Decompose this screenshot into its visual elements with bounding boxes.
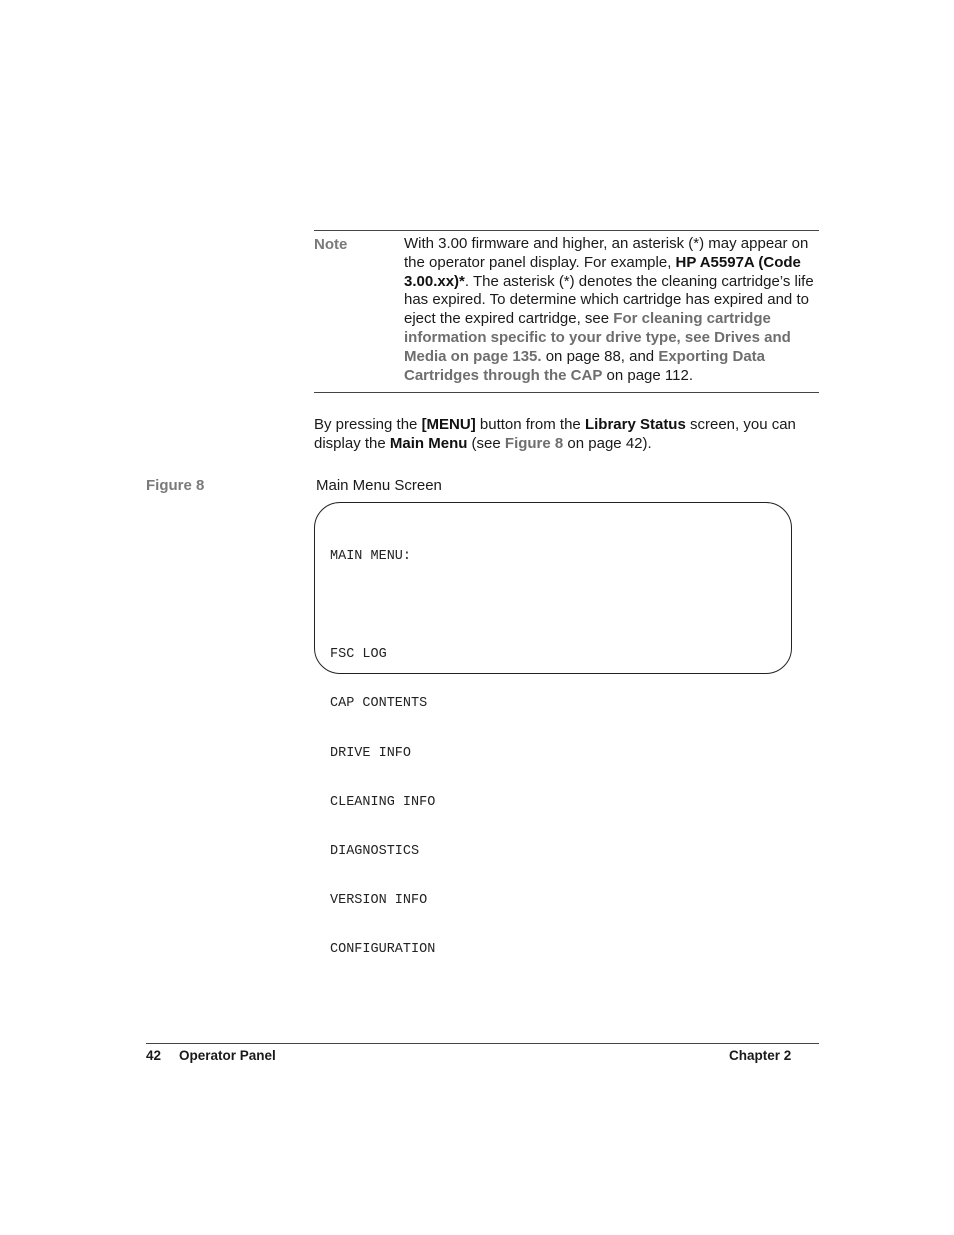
figure-caption: Main Menu Screen (316, 477, 442, 494)
note-label: Note (314, 236, 348, 253)
para-text-4: (see (467, 434, 505, 452)
body-paragraph (314, 416, 819, 454)
note-text-2: . The asterisk (*) denotes the cleaning cartridge’s life has expired. To determine which cartridge has expired and to eject the expired cartridge, see (404, 272, 814, 328)
screen-line-cleaning-info: CLEANING INFO (330, 794, 436, 810)
para-text-5: on page 42). (563, 434, 652, 452)
note-bold-example: HP A5597A (Code 3.00.xx)* (404, 253, 801, 290)
screen-line-title: MAIN MENU: (330, 548, 412, 564)
screen-line-configuration: CONFIGURATION (330, 942, 436, 958)
screen-line-blank (330, 598, 435, 614)
footer-rule (146, 1043, 819, 1044)
main-menu-ref: Main Menu (389, 434, 468, 452)
main-menu-screen-text (330, 516, 435, 975)
figure-8-link[interactable]: Figure 8 (504, 434, 564, 452)
footer-page-number: 42 (146, 1048, 162, 1063)
screen-line-version-info: VERSION INFO (330, 893, 428, 909)
footer-chapter: Chapter 2 (729, 1048, 792, 1063)
screen-line-diagnostics: DIAGNOSTICS (330, 844, 420, 860)
note-link-exporting-data[interactable]: Exporting Data Cartridges through the CAP (404, 347, 766, 384)
para-text-2: button from the (475, 416, 585, 433)
library-status-ref: Library Status (584, 416, 686, 433)
note-link-cleaning-cartridge[interactable]: For cleaning cartridge information specific to your drive type, see Drives and Media on page 135. (404, 310, 791, 365)
para-text-3: screen, you can display the (314, 416, 796, 452)
note-text-4: on page 112. (602, 366, 693, 384)
screen-line-drive-info: DRIVE INFO (330, 745, 412, 761)
note-bottom-rule (314, 392, 819, 393)
note-body (404, 235, 819, 385)
note-top-rule (314, 230, 819, 231)
screen-line-fsc-log: FSC LOG (330, 647, 387, 663)
para-text-1: By pressing the (314, 416, 422, 433)
menu-button-ref: [MENU] (421, 416, 476, 433)
footer-section-title: Operator Panel (179, 1048, 276, 1063)
note-text-1: With 3.00 firmware and higher, an asterisk (*) may appear on the operator panel display. For example, (404, 235, 809, 271)
note-text-3: on page 88, and (541, 347, 659, 365)
screen-line-cap-contents: CAP CONTENTS (330, 696, 428, 712)
figure-label: Figure 8 (146, 477, 205, 494)
